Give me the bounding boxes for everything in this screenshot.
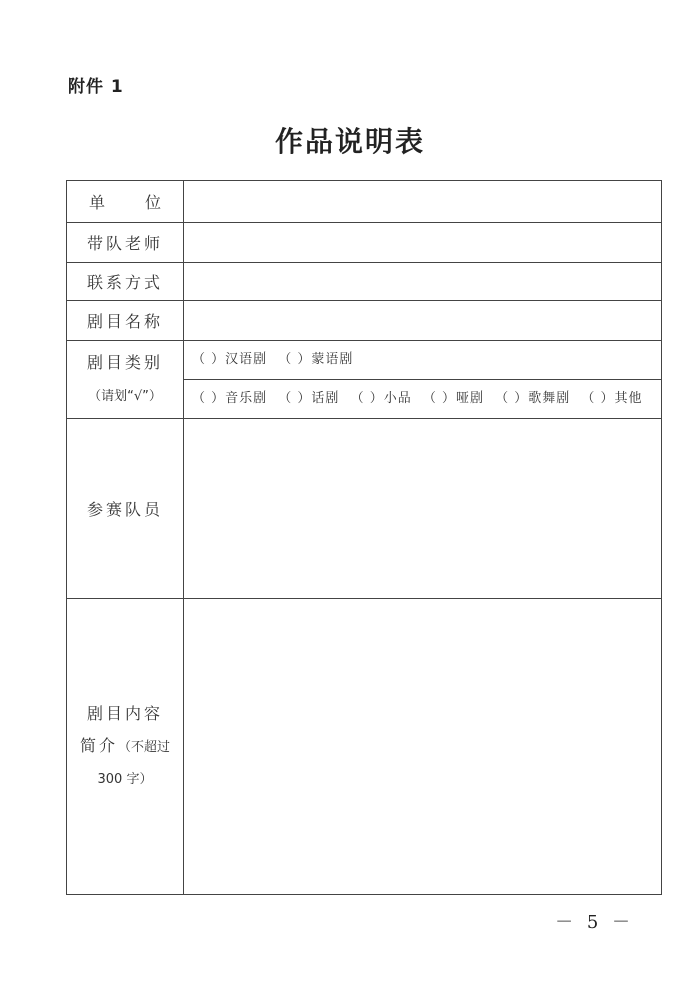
attachment-label: 附件 1	[68, 77, 124, 97]
intro-field[interactable]	[184, 599, 662, 895]
category-label-cell	[67, 341, 184, 419]
option-mongolian-drama[interactable]: （ ）蒙语剧	[278, 352, 354, 367]
option-other[interactable]: （ ）其他	[581, 391, 643, 406]
contact-field[interactable]	[184, 263, 662, 301]
members-label: 参赛队员	[67, 419, 184, 599]
category-options-line2	[184, 379, 661, 418]
page-number: － 5 －	[555, 912, 634, 933]
intro-label-brief: 简介	[79, 735, 118, 755]
unit-label-cell	[67, 181, 184, 223]
play-name-label: 剧目名称	[67, 301, 184, 341]
intro-label-line3: 300 字）	[97, 771, 153, 787]
entry-form-table	[66, 180, 662, 895]
option-musical[interactable]: （ ）音乐剧	[192, 391, 268, 406]
category-options-cell	[184, 341, 662, 419]
option-mime[interactable]: （ ）哑剧	[422, 391, 484, 406]
intro-label-cell	[67, 599, 184, 895]
play-name-field[interactable]	[184, 301, 662, 341]
unit-field[interactable]	[184, 181, 662, 223]
option-stage-play[interactable]: （ ）话剧	[278, 391, 340, 406]
teacher-field[interactable]	[184, 223, 662, 263]
document-title: 作品说明表	[274, 125, 425, 158]
option-han-drama[interactable]: （ ）汉语剧	[192, 352, 268, 367]
option-sketch[interactable]: （ ）小品	[350, 391, 412, 406]
intro-label-limit: （不超过	[118, 739, 171, 755]
members-field[interactable]	[184, 419, 662, 599]
unit-label-char2: 位	[144, 193, 161, 212]
option-song-dance[interactable]: （ ）歌舞剧	[495, 391, 571, 406]
category-options-line1	[184, 341, 661, 379]
category-hint: （请划“√”）	[88, 388, 162, 404]
intro-label-line2	[67, 730, 183, 764]
category-label: 剧目类别	[86, 352, 163, 372]
unit-label-char1: 单	[89, 193, 106, 212]
teacher-label: 带队老师	[67, 223, 184, 263]
intro-label-line1: 剧目内容	[86, 703, 163, 723]
contact-label: 联系方式	[67, 263, 184, 301]
